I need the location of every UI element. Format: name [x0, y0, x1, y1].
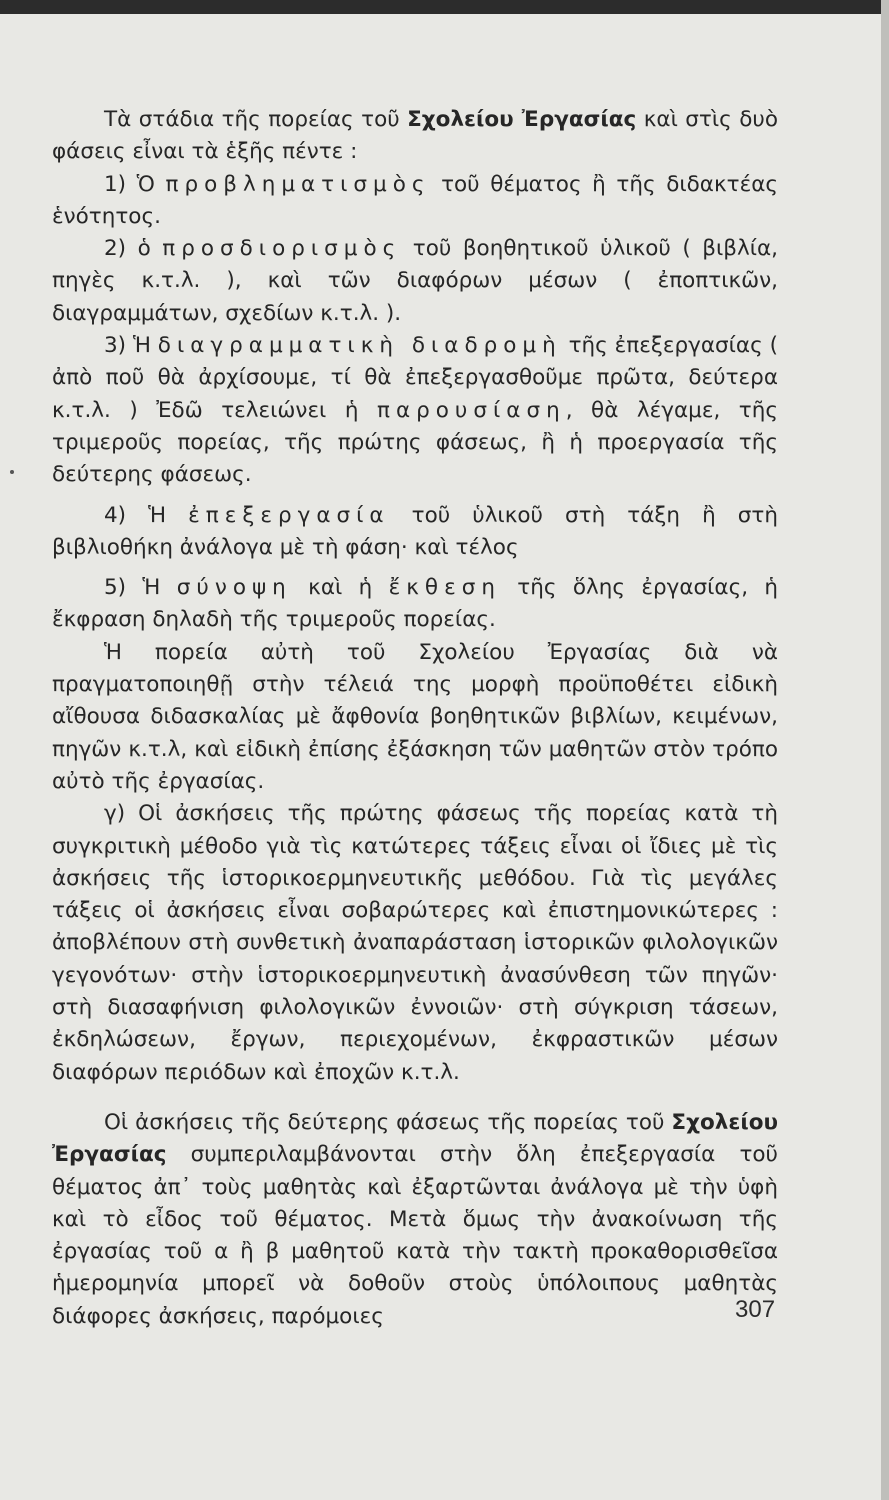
- school-name-bold: Σχολείου Ἐργασίας: [407, 107, 637, 132]
- spaced-term: προσδιορισμὸς: [162, 236, 402, 262]
- list-item-1: [52, 169, 778, 234]
- margin-mark: [10, 470, 14, 474]
- list-item-2: [52, 233, 778, 330]
- text-run: , θὰ λέγαμε, τῆς τριμεροῦς πορείας, τῆς πρώτης φάσεως, ἢ ἡ προεργασία τῆς δεύτερης φάσεως.: [52, 397, 778, 488]
- text-run: συμπεριλαμβάνονται στὴν ὅλη ἐπεξεργασία τοῦ θέματος ἀπ᾿ τοὺς μαθητὰς καὶ ἐξαρτῶνται ἀνάλογα μὲ τὴν ὑφὴ καὶ τὸ εἶδος τοῦ θέματος. Μετὰ ὅμως τὴν ἀνακοίνωση τῆς ἐργασίας τοῦ α ἢ β μαθητοῦ κατὰ τὴν τακτὴ προκαθορισθεῖσα ἡμερομηνία μπορεῖ νὰ δοθοῦν στοὺς ὑπόλοιπους μαθητὰς διάφορες ἀσκήσεις, παρόμοιες: [52, 1142, 778, 1329]
- school-name-bold: Σχολείου Ἐργασίας: [52, 1109, 778, 1168]
- text-run: γ) Οἱ ἀσκήσεις τῆς πρώτης φάσεως τῆς πορείας κατὰ τὴ συγκριτικὴ μέθοδο γιὰ τὶς κατώτερες τάξεις εἶναι οἱ ἴδιες μὲ τὶς ἀσκήσεις τῆς ἱστορικοερμηνευτικῆς μεθόδου. Γιὰ τὶς μεγάλες τάξεις οἱ ἀσκήσεις εἶναι σοβαρώτερες καὶ ἐπιστημονικώτερες : ἀποβλέπουν στὴ συνθετικὴ ἀναπαράσταση ἱστορικῶν φιλολογικῶν γεγονότων· στὴν ἱστορικοερμηνευτικὴ ἀνασύνθεση τῶν πηγῶν· στὴ διασαφήνιση φιλολογικῶν ἐννοιῶν· στὴ σύγκριση τάσεων, ἐκδηλώσεων, ἔργων, περιεχομένων, ἐκφραστικῶν μέσων διαφόρων περιόδων καὶ ἐποχῶν κ.τ.λ.: [52, 801, 778, 1085]
- text-run: καὶ στὶς δυὸ φάσεις εἶναι τὰ ἑξῆς πέντε :: [52, 107, 778, 165]
- text-run: 3) Ἡ: [104, 333, 158, 359]
- list-item-5: [52, 572, 778, 637]
- list-item-3: [52, 330, 778, 491]
- text-run: καὶ ἡ: [291, 575, 389, 601]
- text-run: τῆς ὅλης ἐργασίας, ἡ ἔκφραση δηλαδὴ τῆς τριμεροῦς πορείας.: [52, 575, 779, 633]
- text-run: Οἱ ἀσκήσεις τῆς δεύτερης φάσεως τῆς πορείας τοῦ: [104, 1109, 672, 1135]
- text-run: 1) Ὁ: [104, 171, 166, 197]
- paragraph-intro: [52, 104, 778, 169]
- text-run: 2) ὁ: [104, 236, 163, 262]
- text-run: 4) Ἡ: [104, 502, 189, 528]
- text-run: τοῦ θέματος ἢ τῆς διδακτέας ἑνότητος.: [52, 171, 778, 229]
- body-text: [52, 104, 778, 1333]
- scan-top-edge: [0, 0, 889, 14]
- spaced-term: παρουσίαση: [377, 397, 566, 423]
- paragraph-course: [52, 637, 778, 798]
- scan-right-edge: [881, 0, 889, 1500]
- text-run: Ἡ πορεία αὐτὴ τοῦ Σχολείου Ἐργασίας διὰ νὰ πραγματοποιηθῇ στὴν τέλειά της μορφὴ προϋποθέτει εἰδικὴ αἴθουσα διδασκαλίας μὲ ἄφθονία βοηθητικῶν βιβλίων, κειμένων, πηγῶν κ.τ.λ, καὶ εἰδικὴ ἐπίσης ἐξάσκηση τῶν μαθητῶν στὸν τρόπο αὐτὸ τῆς ἐργασίας.: [52, 639, 778, 794]
- text-run: τῆς ἐπεξεργασίας ( ἀπὸ ποῦ θὰ ἀρχίσουμε, τί θὰ ἐπεξεργασθοῦμε πρῶτα, δεύτερα κ.τ.λ. ) Ἐδῶ τελειώνει ἡ: [52, 333, 778, 423]
- paragraph-exercises-first-phase: [52, 798, 778, 1089]
- paragraph-exercises-second-phase: [52, 1107, 778, 1333]
- spaced-term: ἐπεξεργασία: [188, 502, 390, 528]
- spaced-term: ἔκθεση: [388, 575, 501, 601]
- text-run: 5) Ἡ: [104, 575, 177, 601]
- spaced-term: προβληματισμὸς: [165, 171, 431, 197]
- spaced-term: σύνοψη: [176, 575, 292, 601]
- text-run: τοῦ ὑλικοῦ στὴ τάξη ἢ στὴ βιβλιοθήκη ἀνάλογα μὲ τὴ φάση· καὶ τέλος: [52, 502, 778, 560]
- spaced-term: διαγραμματικὴ διαδρομὴ: [157, 333, 562, 359]
- text-run: Τὰ στάδια τῆς πορείας τοῦ: [104, 107, 408, 132]
- page-number: 307: [735, 1296, 776, 1323]
- list-item-4: [52, 500, 778, 565]
- text-run: τοῦ βοηθητικοῦ ὑλικοῦ ( βιβλία, πηγὲς κ.τ.λ. ), καὶ τῶν διαφόρων μέσων ( ἐποπτικῶν, διαγραμμάτων, σχεδίων κ.τ.λ. ).: [52, 236, 779, 326]
